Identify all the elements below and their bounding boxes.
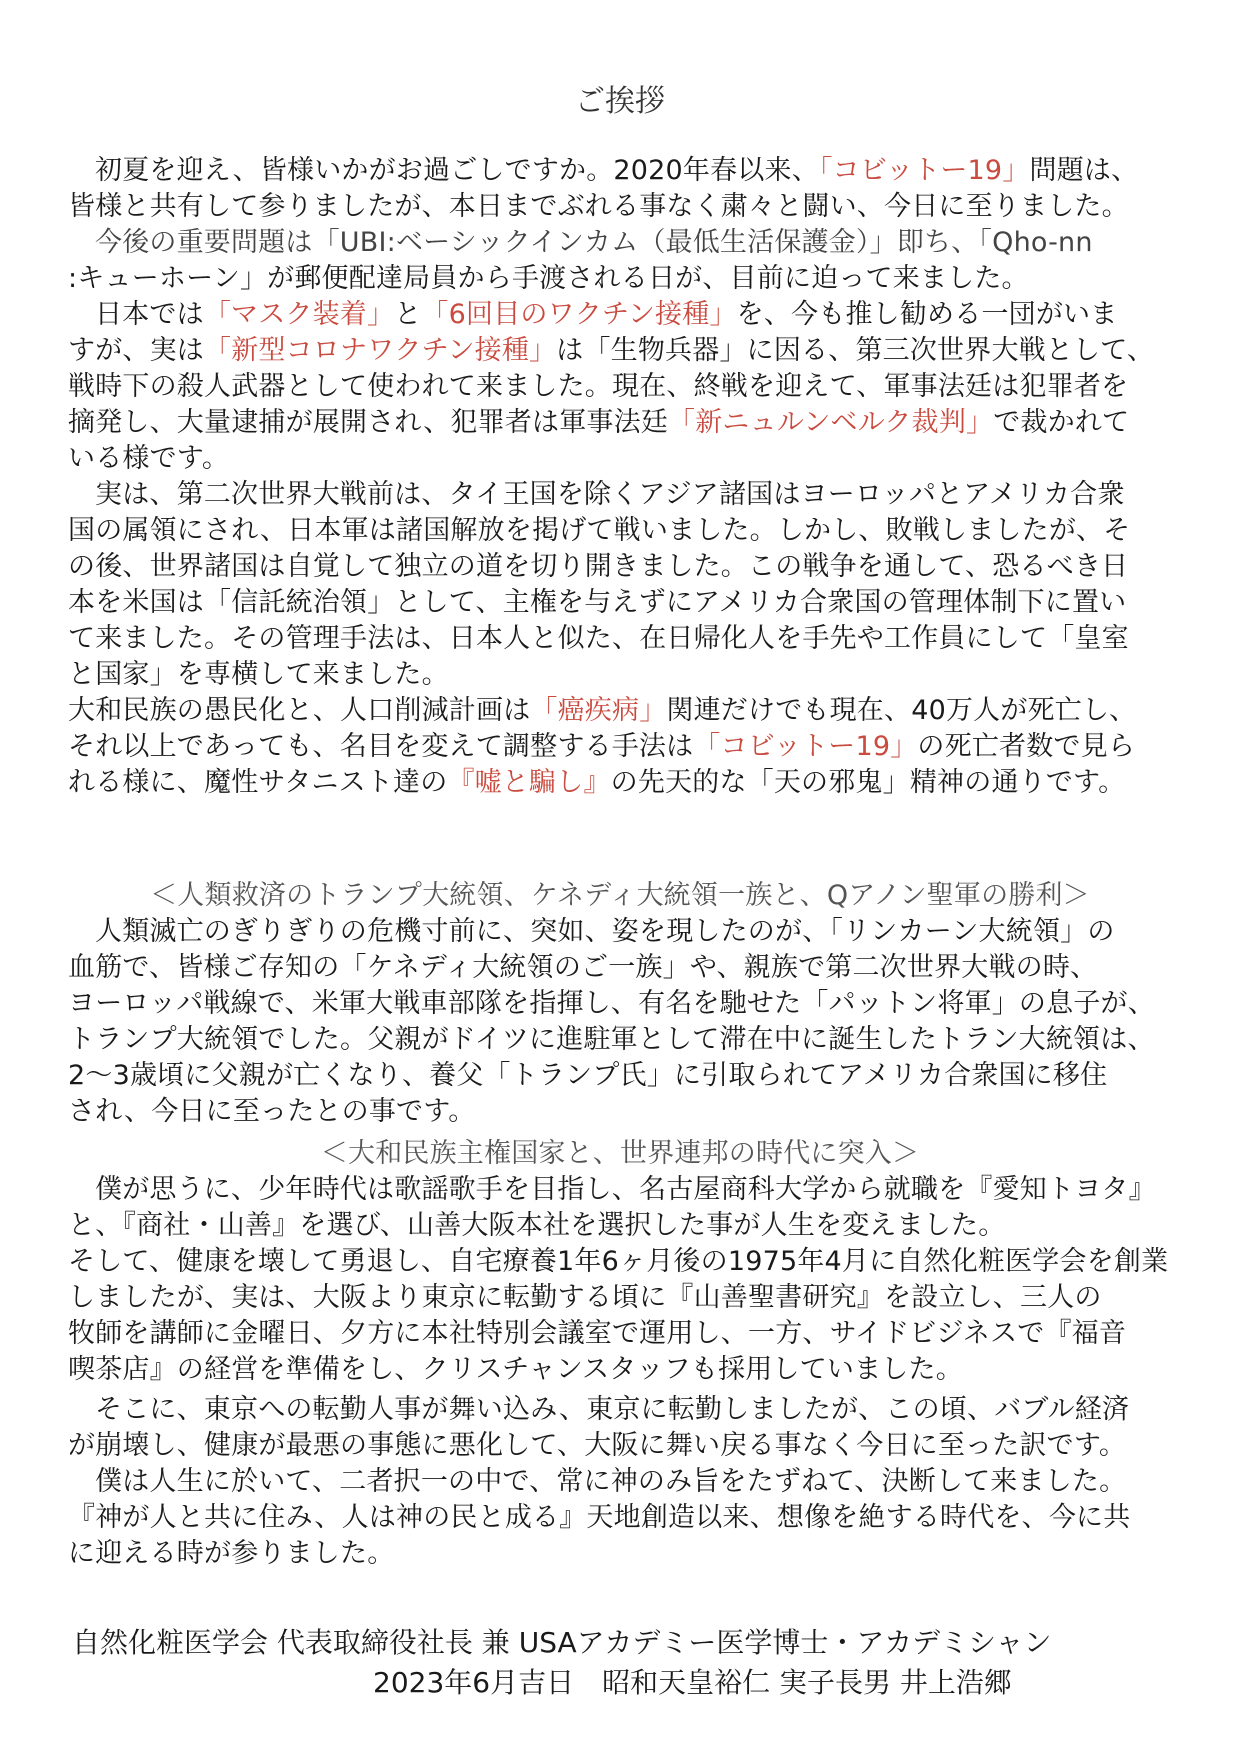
text-segment: を、今も推し勧める一団がいま: [736, 299, 1118, 330]
paragraph-line: 『神が人と共に住み、人は神の民と成る』天地創造以来、想像を絶する時代を、今に共: [68, 1502, 1131, 1533]
text-segment: 大和民族の愚民化と、人口削減計画は: [68, 695, 531, 726]
text-segment: 関連だけでも現在、40万人が死亡し、: [666, 695, 1137, 726]
paragraph-line: 皆様と共有して参りましたが、本日までぶれる事なく粛々と闘い、今日に至りました。: [68, 191, 1129, 222]
paragraph-line: [68, 405, 1188, 441]
paragraph-line: の後、世界諸国は自覚して独立の道を切り開きました。この戦争を通して、恐るべき日: [68, 551, 1129, 582]
highlight-text: 「癌疾病」: [530, 695, 667, 726]
highlight-text: 「6回目のワクチン接種」: [421, 299, 737, 330]
highlight-text: 「マスク装着」: [203, 299, 395, 330]
paragraph-line: [68, 693, 1188, 729]
paragraph-line: 実は、第二次世界大戦前は、タイ王国を除くアジア諸国はヨーロッパとアメリカ合衆: [95, 479, 1125, 510]
paragraph-line: 戦時下の殺人武器として使われて来ました。現在、終戦を迎えて、軍事法廷は犯罪者を: [68, 371, 1129, 402]
text-segment: 摘発し、大量逮捕が展開され、犯罪者は軍事法廷: [68, 407, 669, 438]
page-title: ご挨拶: [575, 84, 665, 119]
text-segment: れる様に、魔性サタニスト達の: [68, 767, 448, 798]
paragraph-line: そして、健康を壊して勇退し、自宅療養1年6ヶ月後の1975年4月に自然化粧医学会を創業: [68, 1246, 1169, 1277]
paragraph-line: 本を米国は「信託統治領」として、主権を与えずにアメリカ合衆国の管理体制下に置い: [68, 587, 1127, 618]
highlight-text: 「新型コロナワクチン接種」: [204, 335, 557, 366]
text-segment: 初夏を迎え、皆様いかがお過ごしですか。2020年春以来、: [95, 155, 819, 186]
paragraph-line: 今後の重要問題は「UBI:ベーシックインカム（最低生活保護金）」即ち、「Qho-nn: [95, 227, 1093, 258]
paragraph-line: [68, 729, 1188, 765]
paragraph-line: [68, 333, 1188, 369]
paragraph-line: 僕は人生に於いて、二者択一の中で、常に神のみ旨をたずねて、決断して来ました。: [95, 1466, 1127, 1497]
paragraph-line: 国の属領にされ、日本軍は諸国解放を掲げて戦いました。しかし、敗戦しましたが、そ: [68, 515, 1131, 546]
section-heading: ＜大和民族主権国家と、世界連邦の時代に突入＞: [320, 1138, 920, 1169]
paragraph-line: に迎える時が参りました。: [68, 1538, 395, 1569]
text-segment: の死亡者数で見ら: [917, 731, 1136, 762]
text-segment: と: [394, 299, 422, 330]
text-segment: すが、実は: [68, 335, 204, 366]
paragraph-line: [68, 765, 1188, 801]
highlight-text: 『嘘と騙し』: [447, 767, 611, 798]
paragraph-line: 牧師を講師に金曜日、夕方に本社特別会議室で運用し、一方、サイドビジネスで『福音: [68, 1318, 1127, 1349]
section-heading: ＜人類救済のトランプ大統領、ケネディ大統領一族と、Qアノン聖軍の勝利＞: [150, 880, 1090, 911]
paragraph-line: が崩壊し、健康が最悪の事態に悪化して、大阪に舞い戻る事なく今日に至った訳です。: [68, 1430, 1127, 1461]
paragraph-line: 2～3歳頃に父親が亡くなり、養父「トランプ氏」に引取られてアメリカ合衆国に移住: [68, 1060, 1108, 1091]
highlight-text: 「コビットー19」: [693, 731, 918, 762]
text-segment: 日本では: [95, 299, 204, 330]
paragraph-line: 血筋で、皆様ご存知の「ケネディ大統領のご一族」や、親族で第二次世界大戦の時、: [68, 952, 1098, 983]
paragraph-line: 喫茶店』の経営を準備をし、クリスチャンスタッフも採用していました。: [68, 1354, 963, 1385]
paragraph-line: :キューホーン」が郵便配達局員から手渡される日が、目前に迫って来ました。: [68, 263, 1029, 294]
text-segment: の先天的な「天の邪鬼」精神の通りです。: [610, 767, 1126, 798]
text-segment: は「生物兵器」に因る、第三次世界大戦として、: [556, 335, 1155, 366]
paragraph-line: [95, 153, 1215, 189]
paragraph-line: て来ました。その管理手法は、日本人と似た、在日帰化人を手先や工作員にして「皇室: [68, 623, 1129, 654]
paragraph-line: ヨーロッパ戦線で、米軍大戦車部隊を指揮し、有名を馳せた「パットン将軍」の息子が、: [68, 988, 1155, 1019]
signature-name-date: 2023年6月吉日 昭和天皇裕仁 実子長男 井上浩郷: [373, 1666, 1012, 1699]
highlight-text: 「コビットー19」: [818, 155, 1030, 186]
paragraph-line: いる様です。: [68, 443, 230, 474]
paragraph-line: 僕が思うに、少年時代は歌謡歌手を目指し、名古屋商科大学から就職を『愛知トヨタ』: [95, 1174, 1156, 1205]
signature-organization: 自然化粧医学会 代表取締役社長 兼 USAアカデミー医学博士・アカデミシャン: [72, 1626, 1052, 1659]
paragraph-line: され、今日に至ったとの事です。: [68, 1096, 476, 1127]
paragraph-line: 人類滅亡のぎりぎりの危機寸前に、突如、姿を現したのが、「リンカーン大統領」の: [95, 916, 1115, 947]
paragraph-line: [95, 297, 1215, 333]
text-segment: 問題は、: [1029, 155, 1139, 186]
text-segment: それ以上であっても、名目を変えて調整する手法は: [68, 731, 694, 762]
highlight-text: 「新ニュルンベルク裁判」: [668, 407, 994, 438]
paragraph-line: と、『商社・山善』を選び、山善大阪本社を選択した事が人生を変えました。: [68, 1210, 1006, 1241]
paragraph-line: しましたが、実は、大阪より東京に転勤する頃に『山善聖書研究』を設立し、三人の: [68, 1282, 1102, 1313]
paragraph-line: トランプ大統領でした。父親がドイツに進駐軍として滞在中に誕生したトラン大統領は、: [68, 1024, 1155, 1055]
text-segment: で裁かれて: [993, 407, 1130, 438]
paragraph-line: と国家」を専横して来ました。: [68, 659, 449, 690]
paragraph-line: そこに、東京への転勤人事が舞い込み、東京に転勤しましたが、この頃、バブル経済: [95, 1394, 1130, 1425]
